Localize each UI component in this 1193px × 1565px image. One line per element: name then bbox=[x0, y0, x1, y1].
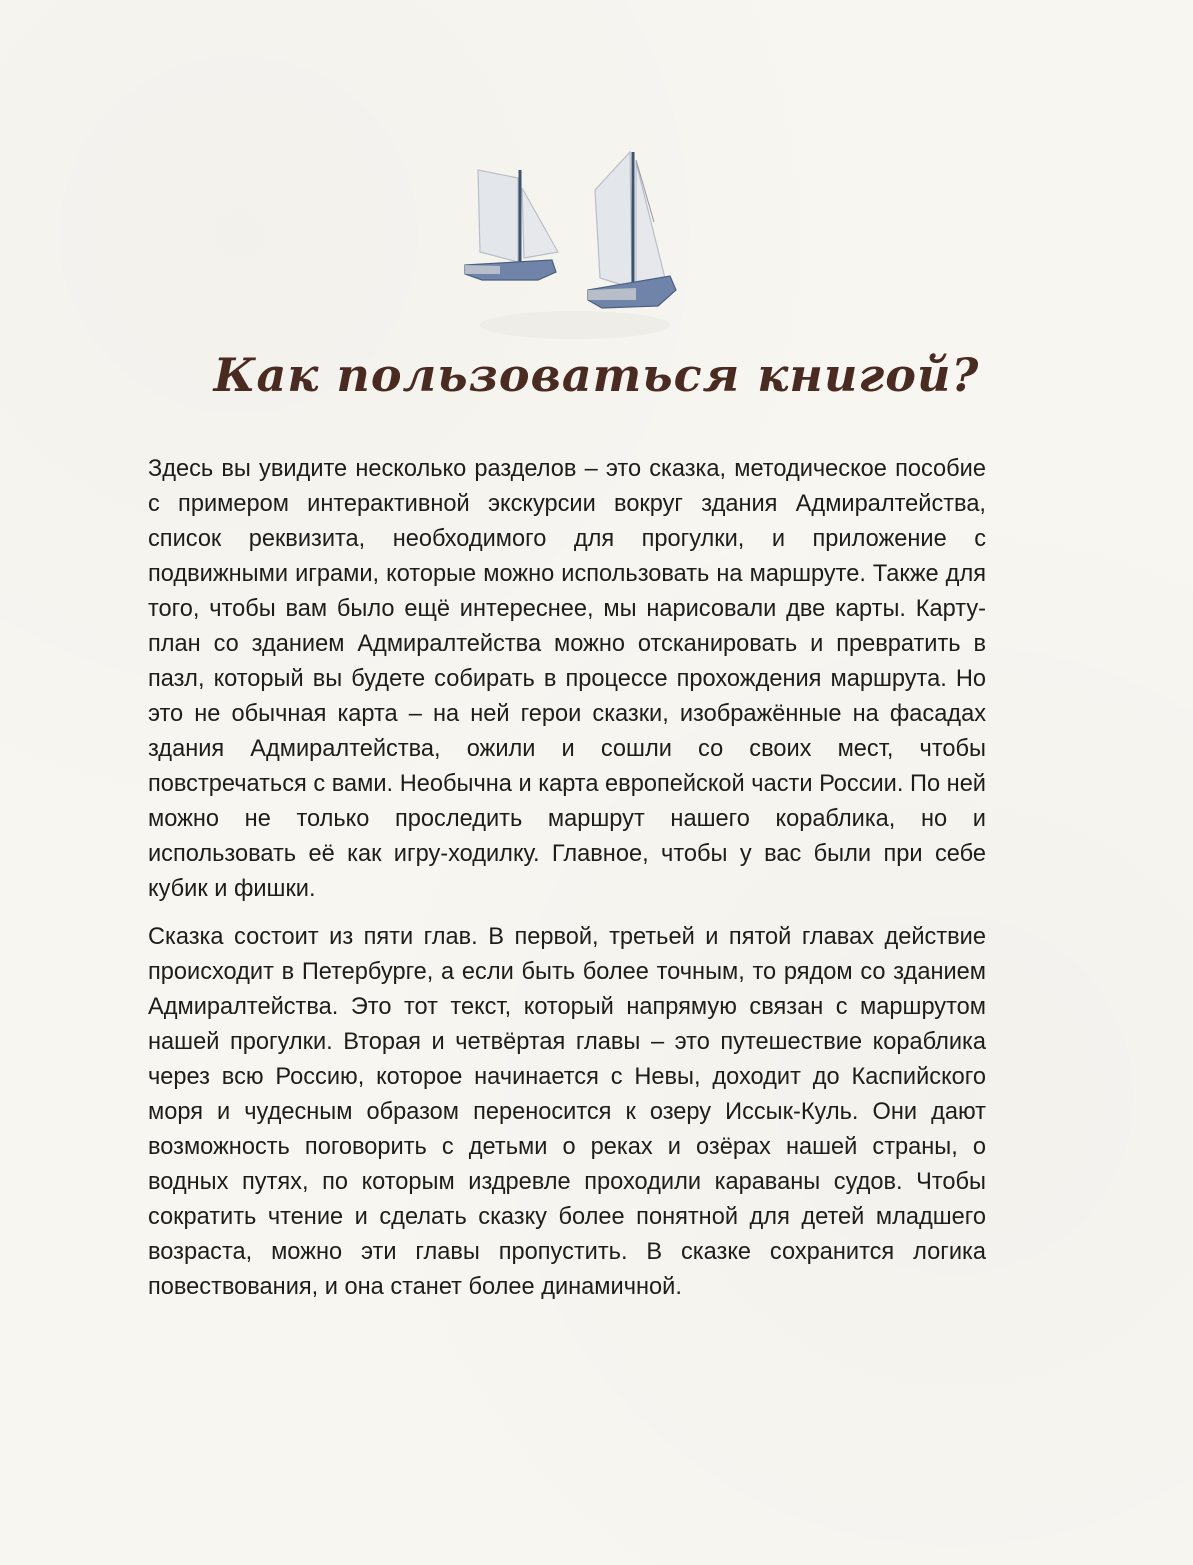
left-sailboat bbox=[465, 170, 558, 280]
paragraph-1: Здесь вы увидите несколько разделов – это сказка, методическое пособие с примером интерактивной экскурсии вокруг здания Адмиралтейства, список реквизита, необходимого для прогулки, и приложение с подвижными играми, которые можно использовать на маршруте. Также для того, чтобы вам было ещё интереснее, мы нарисовали две карты. Карту-план со зданием Адмиралтейства можно отсканировать и превратить в пазл, который вы будете собирать в процессе прохождения маршрута. Но это не обычная карта – на ней герои сказки, изображённые на фасадах здания Адмиралтейства, ожили и сошли со своих мест, чтобы повстречаться с вами. Необычна и карта европейской части России. По ней можно не только проследить маршрут нашего кораблика, но и использовать её как игру-ходилку. Главное, чтобы у вас были при себе кубик и фишки. bbox=[148, 456, 986, 902]
two-sailboats-icon bbox=[440, 140, 700, 360]
page-title: Как пользоваться книгой? bbox=[213, 348, 980, 402]
body-text bbox=[148, 452, 986, 1305]
right-sailboat bbox=[588, 152, 676, 308]
paragraph-2: Сказка состоит из пяти глав. В первой, третьей и пятой главах действие происходит в Петербурге, а если быть более точным, то рядом со зданием Адмиралтейства. Это тот текст, который напрямую связан с маршрутом нашей прогулки. Вторая и четвёртая главы – это путешествие кораблика через всю Россию, которое начинается с Невы, доходит до Каспийского моря и чудесным образом переносится к озеру Иссык-Куль. Они дают возможность поговорить с детьми о реках и озёрах нашей страны, о водных путях, по которым издревле проходили караваны судов. Чтобы сократить чтение и сделать сказку более понятной для детей младшего возраста, можно эти главы пропустить. В сказке сохранится логика повествования, и она станет более динамичной. bbox=[148, 924, 986, 1300]
